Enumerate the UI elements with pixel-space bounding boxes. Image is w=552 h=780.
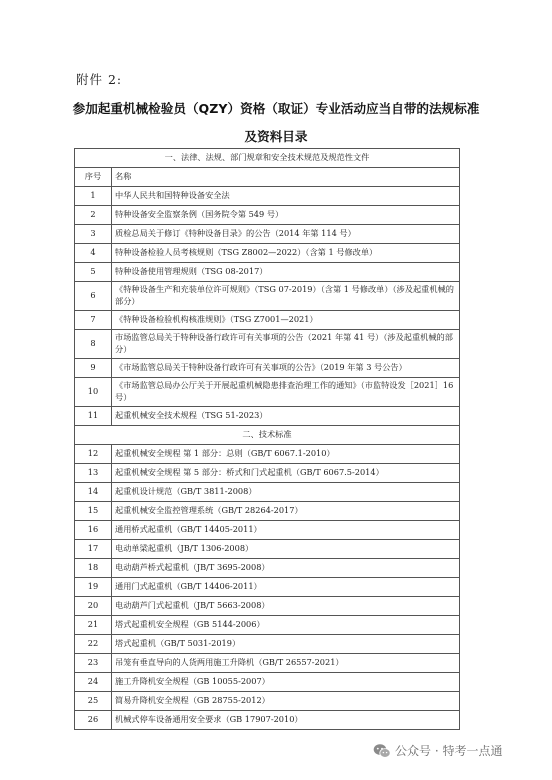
row-number: 2 [75,206,112,225]
table-row [75,330,460,359]
row-number: 22 [75,635,112,654]
row-number: 5 [75,263,112,282]
table-row [75,711,460,730]
row-name: 《特种设备生产和充装单位许可规则》（TSG 07-2019）（含第 1 号修改单）（涉及起重机械的部分） [112,282,460,311]
row-name: 简易升降机安全规程（GB 28755-2012） [112,692,460,711]
table-row [75,225,460,244]
row-number: 11 [75,407,112,426]
table-row [75,311,460,330]
row-number: 23 [75,654,112,673]
row-number: 26 [75,711,112,730]
row-name: 通用门式起重机（GB/T 14406-2011） [112,578,460,597]
row-number: 13 [75,464,112,483]
row-number: 18 [75,559,112,578]
row-name: 质检总局关于修订《特种设备目录》的公告（2014 年第 114 号） [112,225,460,244]
row-number: 10 [75,378,112,407]
row-name: 塔式起重机安全规程（GB 5144-2006） [112,616,460,635]
row-name: 机械式停车设备通用安全要求（GB 17907-2010） [112,711,460,730]
table-row [75,673,460,692]
table-row [75,654,460,673]
row-number: 25 [75,692,112,711]
column-header-name: 名称 [112,168,460,187]
row-number: 3 [75,225,112,244]
table-row [75,445,460,464]
section-header-row [75,426,460,445]
table-row [75,521,460,540]
row-name: 电动单梁起重机（JB/T 1306-2008） [112,540,460,559]
row-name: 特种设备安全监察条例（国务院令第 549 号） [112,206,460,225]
wechat-icon [373,743,391,759]
row-number: 19 [75,578,112,597]
row-name: 市场监管总局关于特种设备行政许可有关事项的公告（2021 年第 41 号）（涉及起重机械的部分） [112,330,460,359]
column-header-row [75,168,460,187]
row-name: 中华人民共和国特种设备安全法 [112,187,460,206]
row-name: 《市场监管总局关于特种设备行政许可有关事项的公告》（2019 年第 3 号公告） [112,359,460,378]
row-number: 6 [75,282,112,311]
column-header-no: 序号 [75,168,112,187]
row-number: 15 [75,502,112,521]
row-name: 起重机械安全监控管理系统（GB/T 28264-2017） [112,502,460,521]
table-row [75,578,460,597]
row-name: 起重机械安全规程 第 5 部分：桥式和门式起重机（GB/T 6067.5-2014） [112,464,460,483]
row-number: 17 [75,540,112,559]
row-number: 9 [75,359,112,378]
row-name: 起重机械安全技术规程（TSG 51-2023） [112,407,460,426]
row-number: 12 [75,445,112,464]
document-title: 参加起重机械检验员（QZY）资格（取证）专业活动应当自带的法规标准 [72,101,480,116]
row-name: 施工升降机安全规程（GB 10055-2007） [112,673,460,692]
row-number: 8 [75,330,112,359]
row-name: 吊笼有垂直导向的人货两用施工升降机（GB/T 26557-2021） [112,654,460,673]
row-name: 特种设备检验人员考核规则（TSG Z8002—2022）（含第 1 号修改单） [112,244,460,263]
row-name: 电动葫芦桥式起重机（JB/T 3695-2008） [112,559,460,578]
row-name: 《市场监管总局办公厅关于开展起重机械隐患排查治理工作的通知》（市监特设发［2021］16 号） [112,378,460,407]
row-name: 起重机设计规范（GB/T 3811-2008） [112,483,460,502]
row-number: 21 [75,616,112,635]
section2-title: 二、技术标准 [75,426,460,445]
watermark [373,742,502,759]
table-row [75,282,460,311]
table-row [75,244,460,263]
row-name: 通用桥式起重机（GB/T 14405-2011） [112,521,460,540]
table-row [75,616,460,635]
table-row [75,206,460,225]
table-row [75,597,460,616]
row-number: 7 [75,311,112,330]
table-row [75,502,460,521]
attachment-label: 附件 2: [76,72,123,87]
table-row [75,559,460,578]
section1-title: 一、法律、法规、部门规章和安全技术规范及规范性文件 [75,149,460,168]
table-row [75,483,460,502]
table-row [75,464,460,483]
row-number: 1 [75,187,112,206]
row-name: 塔式起重机（GB/T 5031-2019） [112,635,460,654]
row-name: 特种设备使用管理规则（TSG 08-2017） [112,263,460,282]
table-row [75,407,460,426]
section-header-row [75,149,460,168]
row-name: 起重机械安全规程 第 1 部分：总则（GB/T 6067.1-2010） [112,445,460,464]
row-number: 4 [75,244,112,263]
document-title-continued: 及资料目录 [244,129,308,144]
row-number: 16 [75,521,112,540]
row-number: 24 [75,673,112,692]
table-row [75,692,460,711]
table-row [75,263,460,282]
table-row [75,359,460,378]
table-row [75,635,460,654]
row-name: 《特种设备检验机构核准规则》（TSG Z7001—2021） [112,311,460,330]
row-name: 电动葫芦门式起重机（JB/T 5663-2008） [112,597,460,616]
table-row [75,540,460,559]
table-row [75,378,460,407]
table-row [75,187,460,206]
watermark-text: 公众号 · 特考一点通 [395,744,503,758]
regulations-table [74,148,460,730]
row-number: 14 [75,483,112,502]
row-number: 20 [75,597,112,616]
